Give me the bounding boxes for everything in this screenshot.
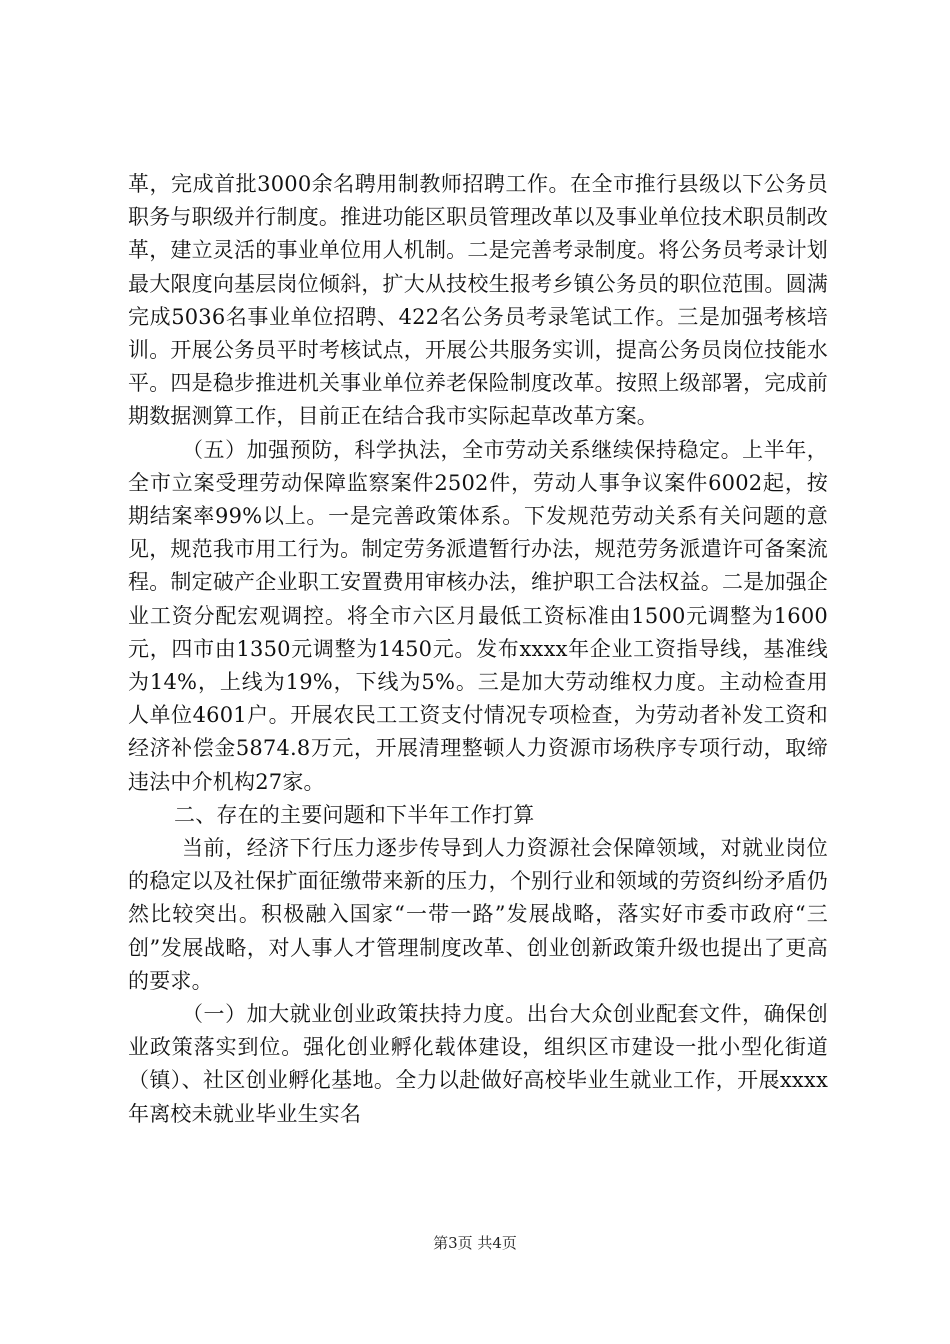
page-number-footer: 第3页 共4页 bbox=[433, 1234, 517, 1252]
section-heading-problems-plans: 二、存在的主要问题和下半年工作打算 bbox=[174, 802, 535, 827]
paragraph-item-one: （一）加大就业创业政策扶持力度。出台大众创业配套文件，确保创业政策落实到位。强化创业孵化载体建设，组织区市建设一批小型化街道（镇）、社区创业孵化基地。全力以赴做好高校毕业生就业工作，开展xxxx年离校未就业毕业生实名 bbox=[128, 1002, 828, 1126]
paragraph-section-five: （五）加强预防，科学执法，全市劳动关系继续保持稳定。上半年，全市立案受理劳动保障监察案件2502件，劳动人事争议案件6002起，按期结案率99%以上。一是完善政策体系。下发规范劳动关系有关问题的意见，规范我市用工行为。制定劳务派遣暂行办法，规范劳务派遣许可备案流程。制定破产企业职工安置费用审核办法，维护职工合法权益。二是加强企业工资分配宏观调控。将全市六区月最低工资标准由1500元调整为1600元，四市由1350元调整为1450元。发布xxxx年企业工资指导线，基准线为14%，上线为19%，下线为5%。三是加大劳动维权力度。主动检查用人单位4601户。开展农民工工资支付情况专项检查，为劳动者补发工资和经济补偿金5874.8万元，开展清理整顿人力资源市场秩序专项行动，取缔违法中介机构27家。 bbox=[128, 437, 828, 794]
paragraph-current-situation: 当前，经济下行压力逐步传导到人力资源社会保障领域，对就业岗位的稳定以及社保扩面征缴带来新的压力，个别行业和领域的劳资纠纷矛盾仍然比较突出。积极融入国家“一带一路”发展战略，落实好市委市政府“三创”发展战略，对人事人才管理制度改革、创业创新政策升级也提出了更高的要求。 bbox=[128, 836, 828, 993]
document-body bbox=[128, 168, 828, 1131]
paragraph-continuation: 革，完成首批3000余名聘用制教师招聘工作。在全市推行县级以下公务员职务与职级并行制度。推进功能区职员管理改革以及事业单位技术职员制改革，建立灵活的事业单位用人机制。二是完善考录制度。将公务员考录计划最大限度向基层岗位倾斜，扩大从技校生报考乡镇公务员的职位范围。圆满完成5036名事业单位招聘、422名公务员考录笔试工作。三是加强考核培训。开展公务员平时考核试点，开展公共服务实训，提高公务员岗位技能水平。四是稳步推进机关事业单位养老保险制度改革。按照上级部署，完成前期数据测算工作，目前正在结合我市实际起草改革方案。 bbox=[128, 172, 828, 429]
